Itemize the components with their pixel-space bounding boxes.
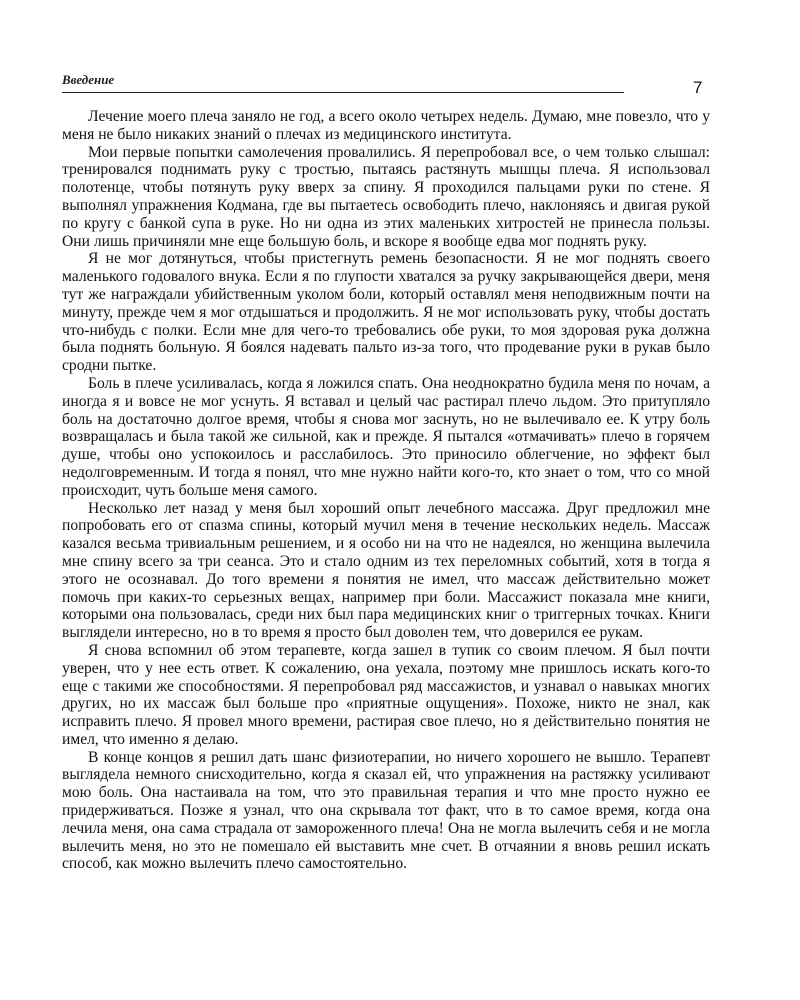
paragraph: В конце концов я решил дать шанс физиотерапии, но ничего хорошего не вышло. Терапевт выглядела немного снисходительно, когда я сказал ей, что упражнения на растяжку усиливают мою боль. Она настаивала на том, что это правильная терапия и что мне просто нужно ее придерживаться. Позже я узнал, что она скрывала тот факт, что в то самое время, когда она лечила меня, она сама страдала от замороженного плеча! Она не могла вылечить себя и не могла вылечить меня, но это не помешало ей выставить мне счет. В отчаянии я вновь решил искать способ, как можно вылечить плечо самостоятельно. [62, 748, 710, 873]
page-number: 7 [693, 78, 703, 97]
paragraph: Я снова вспомнил об этом терапевте, когда зашел в тупик со своим плечом. Я был почти уверен, что у нее есть ответ. К сожалению, она уехала, поэтому мне пришлось искать кого-то еще с такими же способностями. Я перепробовал ряд массажистов, и узнавал о навыках многих других, но их массаж был больше про «приятные ощущения». Похоже, никто не знал, как исправить плечо. Я провел много времени, растирая свое плечо, но я действительно понятия не имел, что именно я делаю. [62, 641, 710, 748]
paragraph: Несколько лет назад у меня был хороший опыт лечебного массажа. Друг предложил мне попробовать его от спазма спины, который мучил меня в течение нескольких недель. Массаж казался весьма тривиальным решением, и я особо ни на что не надеялся, но женщина вылечила мне спину всего за три сеанса. Это и стало одним из тех переломных событий, хотя в тогда я этого не осознавал. До того времени я понятия не имел, что массаж действительно может помочь при каких-то серьезных вещах, например при боли. Массажист показала мне книги, которыми она пользовалась, среди них был пара медицинских книг о триггерных точках. Книги выглядели интересно, но в то время я просто был доволен тем, что доверился ее рукам. [62, 499, 710, 642]
running-header [62, 70, 624, 93]
section-title: Введение [62, 72, 115, 87]
paragraph: Мои первые попытки самолечения провалились. Я перепробовал все, о чем только слышал: тренировался поднимать руку с тростью, пытаясь растянуть мышцы плеча. Я использовал полотенце, чтобы потянуть руку вверх за спину. Я проходился пальцами руки по стене. Я выполнял упражнения Кодмана, где вы пытаетесь освободить плечо, наклоняясь и двигая рукой по кругу с банкой супа в руке. Но ни одна из этих маленьких хитростей не принесла пользы. Они лишь причиняли мне еще большую боль, и вскоре я вообще едва мог поднять руку. [62, 143, 710, 250]
paragraph: Боль в плече усиливалась, когда я ложился спать. Она неоднократно будила меня по ночам, а иногда я и вовсе не мог уснуть. Я вставал и целый час растирал плечо льдом. Это притупляло боль на достаточно долгое время, чтобы я снова мог заснуть, но не вылечивало ее. К утру боль возвращалась и была такой же сильной, как и прежде. Я пытался «отмачивать» плечо в горячем душе, чтобы оно успокоилось и расслабилось. Это приносило облегчение, но эффект был недолговременным. И тогда я понял, что мне нужно найти кого-то, кто знает о том, что со мной происходит, чуть больше меня самого. [62, 374, 710, 499]
paragraph: Я не мог дотянуться, чтобы пристегнуть ремень безопасности. Я не мог поднять своего маленького годовалого внука. Если я по глупости хватался за ручку закрывающейся двери, меня тут же награждали убийственным уколом боли, который оставлял меня неподвижным почти на минуту, прежде чем я мог отдышаться и продолжить. Я не мог использовать руку, чтобы достать что-нибудь с полки. Если мне для чего-то требовались обе руки, то моя здоровая рука должна была поднять больную. Я боялся надевать пальто из-за того, что продевание руки в рукав было сродни пытке. [62, 250, 710, 375]
body-text [62, 108, 710, 873]
paragraph: Лечение моего плеча заняло не год, а всего около четырех недель. Думаю, мне повезло, что у меня не было никаких знаний о плечах из медицинского института. [62, 108, 710, 143]
